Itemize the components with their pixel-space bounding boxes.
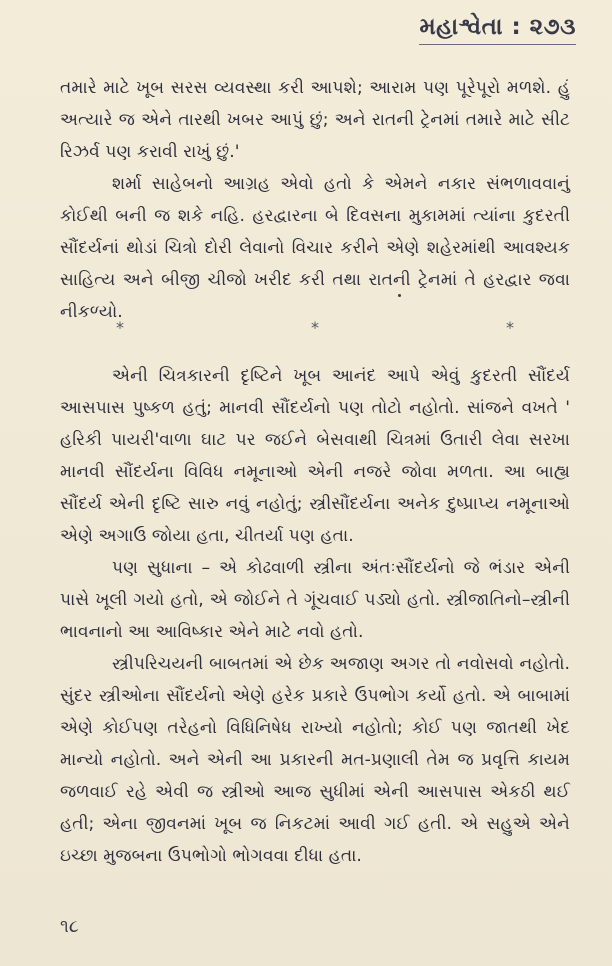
- section-1: [60, 72, 570, 328]
- paragraph-5: સ્ત્રીપરિચયની બાબતમાં એ છેક અજાણ અગર તો નવોસવો નહોતો. સુંદર સ્ત્રીઓના સૌંદર્યનો એણે હરેક પ્રકારે ઉપભોગ કર્યો હતો. એ બાબામાં એણે કોઈપણ તરેહનો વિધિનિષેધ રાખ્યો નહોતો; કોઈ પણ જાતથી ખેદ માન્યો નહોતો. અને એની આ પ્રકારની મત-પ્રણાલી તેમ જ પ્રવૃત્તિ કાયમ જળવાઈ રહે એવી જ સ્ત્રીઓ આજ સુધીમાં એની આસપાસ એકઠી થઈ હતી; એના જીવનમાં ખૂબ જ નિકટમાં આવી ગઈ હતી. એ સહુએ એને ઇચ્છા મુજબના ઉપભોગો ભોગવવા દીધા હતા.: [60, 654, 570, 866]
- paragraph-4: પણ સુધાના – એ કોઢવાળી સ્ત્રીના અંતઃસૌંદર્યનો જે ભંડાર એની પાસે ખૂલી ગયો હતો, એ જોઈને તે ગૂંચવાઈ પડ્યો હતો. સ્ત્રીજાતિનો–સ્ત્રીની ભાવનાનો આ આવિષ્કાર એને માટે નવો હતો.: [60, 558, 570, 642]
- separator-star: *: [311, 318, 319, 337]
- separator-star: *: [506, 318, 514, 337]
- page-footer-marker: ૧૮: [60, 916, 79, 937]
- page-header: મહાશ્વેતા : ૨૭૩: [419, 14, 576, 45]
- section-separator: [60, 318, 570, 337]
- paragraph-1: તમારે માટે ખૂબ સરસ વ્યવસ્થા કરી આપશે; આરામ પણ પૂરેપૂરો મળશે. હું અત્યારે જ એને તારથી ખબર આપું છું; અને રાતની ટ્રેનમાં તમારે માટે સીટ રિઝર્વ પણ કરાવી રાખું છું.': [60, 78, 570, 162]
- ink-dot: [398, 294, 401, 297]
- section-2: [60, 360, 570, 872]
- separator-star: *: [116, 318, 124, 337]
- paragraph-3: એની ચિત્રકારની દૃષ્ટિને ખૂબ આનંદ આપે એવું કુદરતી સૌંદર્ય આસપાસ પુષ્કળ હતું; માનવી સૌંદર્યનો પણ તોટો નહોતો. સાંજને વખતે ' હરિકી પાયરી'વાળા ઘાટ પર જઈને બેસવાથી ચિત્રમાં ઉતારી લેવા સરખા માનવી સૌંદર્યના વિવિધ નમૂનાઓ એની નજરે જોવા મળતા. આ બાહ્ય સૌંદર્ય એની દૃષ્ટિ સારુ નવું નહોતું; સ્ત્રીસૌંદર્યના અનેક દુષ્પ્રાપ્ય નમૂનાઓ એણે અગાઉ જોયા હતા, ચીતર્યા પણ હતા.: [60, 366, 570, 546]
- paragraph-2: શર્મા સાહેબનો આગ્રહ એવો હતો કે એમને નકાર સંભળાવવાનું કોઈથી બની જ શકે નહિ. હરદ્વારના બે દિવસના મુકામમાં ત્યાંના કુદરતી સૌંદર્યનાં થોડાં ચિત્રો દોરી લેવાનો વિચાર કરીને એણે શહેરમાંથી આવશ્યક સાહિત્ય અને બીજી ચીજો ખરીદ કરી તથા રાતની ટ્રેનમાં તે હરદ્વાર જવા નીકળ્યો.: [60, 174, 570, 322]
